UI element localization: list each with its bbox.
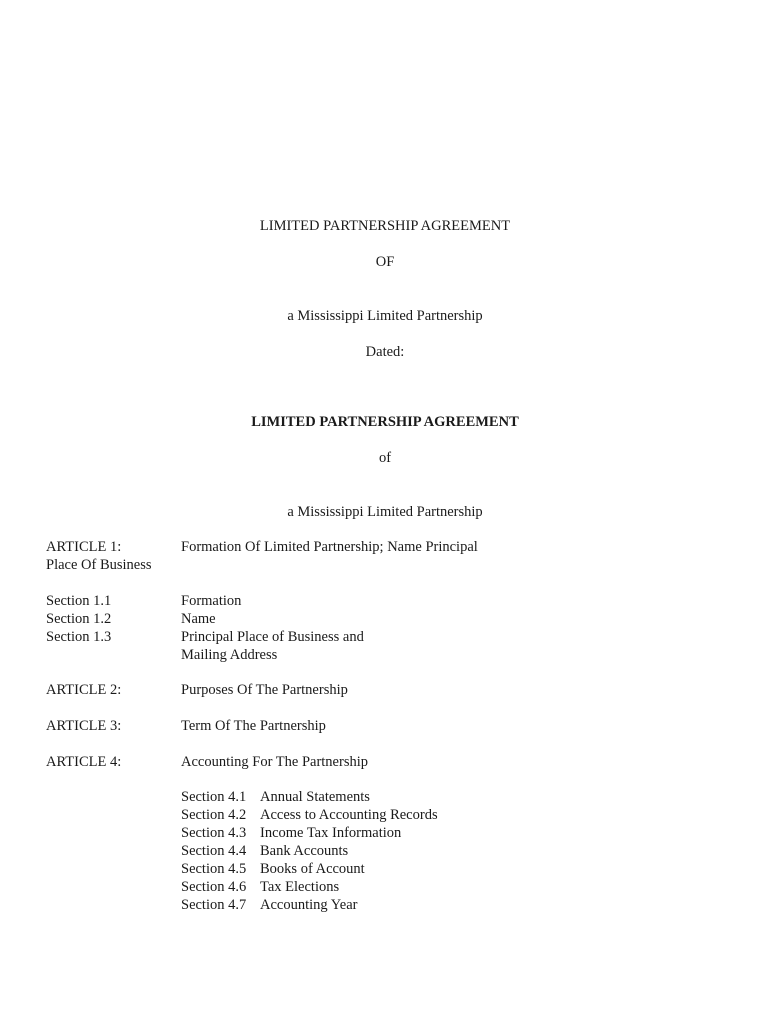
section-4-6-title: Tax Elections — [260, 879, 340, 895]
section-4-5-title: Books of Account — [260, 861, 365, 877]
section-1-3-title: Principal Place of Business and — [181, 629, 364, 645]
article-3-label: ARTICLE 3: — [46, 718, 122, 734]
article-2-label: ARTICLE 2: — [46, 682, 122, 698]
cover-of: OF — [375, 254, 395, 270]
section-1-3-label: Section 1.3 — [46, 629, 112, 645]
section-4-3-label: Section 4.3 — [181, 825, 247, 841]
agreement-subtitle: a Mississippi Limited Partnership — [287, 504, 483, 520]
section-4-7-title: Accounting Year — [260, 897, 358, 913]
section-4-4-label: Section 4.4 — [181, 843, 247, 859]
cover-dated: Dated: — [365, 344, 405, 360]
article-1-title: Formation Of Limited Partnership; Name Principal — [181, 539, 478, 555]
section-4-6-label: Section 4.6 — [181, 879, 247, 895]
section-1-2-title: Name — [181, 611, 216, 627]
section-4-1-label: Section 4.1 — [181, 789, 247, 805]
article-1-label: ARTICLE 1: — [46, 539, 122, 555]
section-1-1-label: Section 1.1 — [46, 593, 112, 609]
cover-subtitle: a Mississippi Limited Partnership — [287, 308, 483, 324]
section-1-1-title: Formation — [181, 593, 242, 609]
article-4-title: Accounting For The Partnership — [181, 754, 368, 770]
section-4-2-title: Access to Accounting Records — [260, 807, 438, 823]
article-4-label: ARTICLE 4: — [46, 754, 122, 770]
section-4-1-title: Annual Statements — [260, 789, 370, 805]
section-1-3-title-cont: Mailing Address — [181, 647, 278, 663]
section-4-4-title: Bank Accounts — [260, 843, 349, 859]
article-3-title: Term Of The Partnership — [181, 718, 326, 734]
section-4-3-title: Income Tax Information — [260, 825, 402, 841]
section-4-2-label: Section 4.2 — [181, 807, 247, 823]
article-2-title: Purposes Of The Partnership — [181, 682, 348, 698]
section-4-5-label: Section 4.5 — [181, 861, 247, 877]
agreement-of: of — [378, 450, 392, 466]
section-4-7-label: Section 4.7 — [181, 897, 247, 913]
agreement-title: LIMITED PARTNERSHIP AGREEMENT — [251, 414, 519, 430]
cover-title: LIMITED PARTNERSHIP AGREEMENT — [259, 218, 511, 234]
section-1-2-label: Section 1.2 — [46, 611, 112, 627]
article-1-label-cont: Place Of Business — [46, 557, 152, 573]
